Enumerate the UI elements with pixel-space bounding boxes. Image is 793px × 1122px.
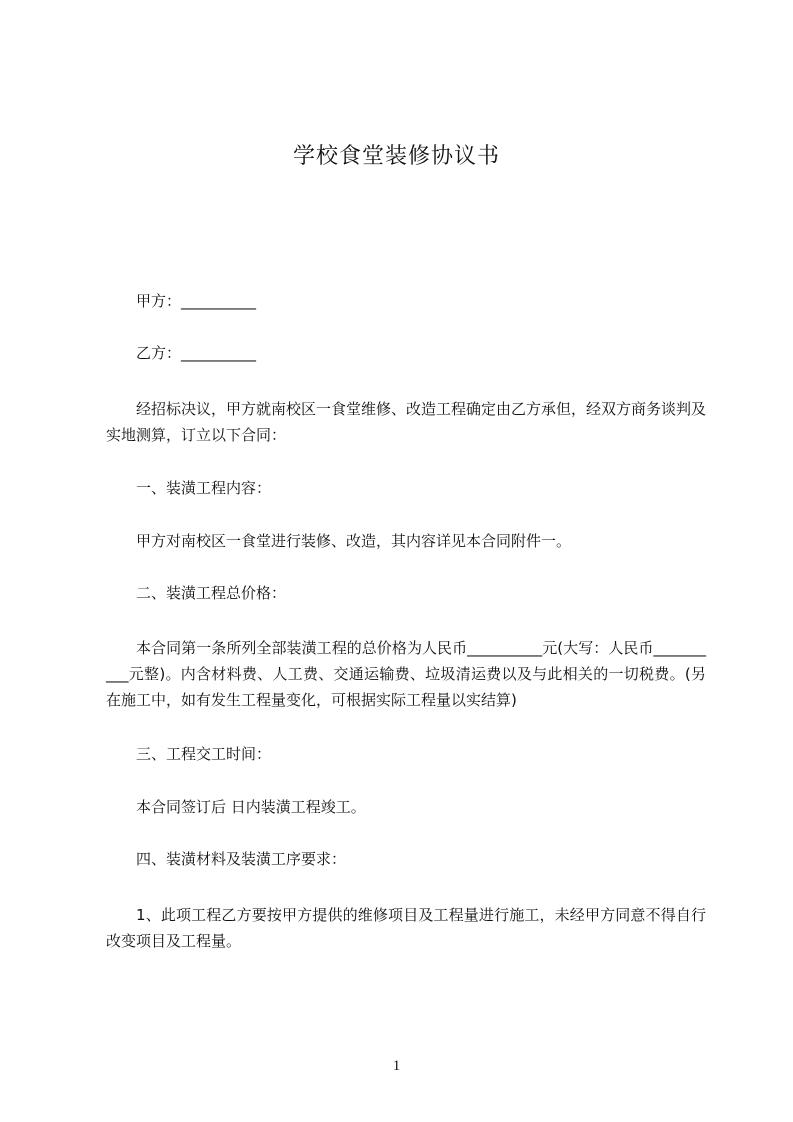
party-a-line: 甲方：__________ <box>136 292 257 310</box>
intro-paragraph: 经招标决议，甲方就南校区一食堂维修、改造工程确定由乙方承但，经双方商务谈判及实地测算，订立以下合同： <box>106 400 707 444</box>
section-1-text: 甲方对南校区一食堂进行装修、改造，其内容详见本合同附件一。 <box>136 532 572 550</box>
section-4-item-1: 1、此项工程乙方要按甲方提供的维修项目及工程量进行施工，未经甲方同意不得自行改变项目及工程量。 <box>106 906 706 950</box>
section-2-text: 本合同第一条所列全部装潢工程的总价格为人民币__________元(大写：人民币__________元整)。内含材料费、人工费、交通运输费、垃圾清运费以及与此相关的一切税费。(另在施工中，如有发生工程量变化，可根据实际工程量以实结算) <box>106 639 706 709</box>
section-3-heading: 三、工程交工时间： <box>136 745 272 763</box>
party-b-line: 乙方：__________ <box>136 344 257 362</box>
section-2-heading: 二、装潢工程总价格： <box>136 584 287 602</box>
page-number: 1 <box>392 1058 401 1074</box>
section-4-heading: 四、装潢材料及装潢工序要求： <box>136 850 347 868</box>
section-1-heading: 一、装潢工程内容： <box>136 479 272 497</box>
section-3-text: 本合同签订后 日内装潢工程竣工。 <box>136 798 366 816</box>
document-title: 学校食堂装修协议书 <box>292 144 500 169</box>
